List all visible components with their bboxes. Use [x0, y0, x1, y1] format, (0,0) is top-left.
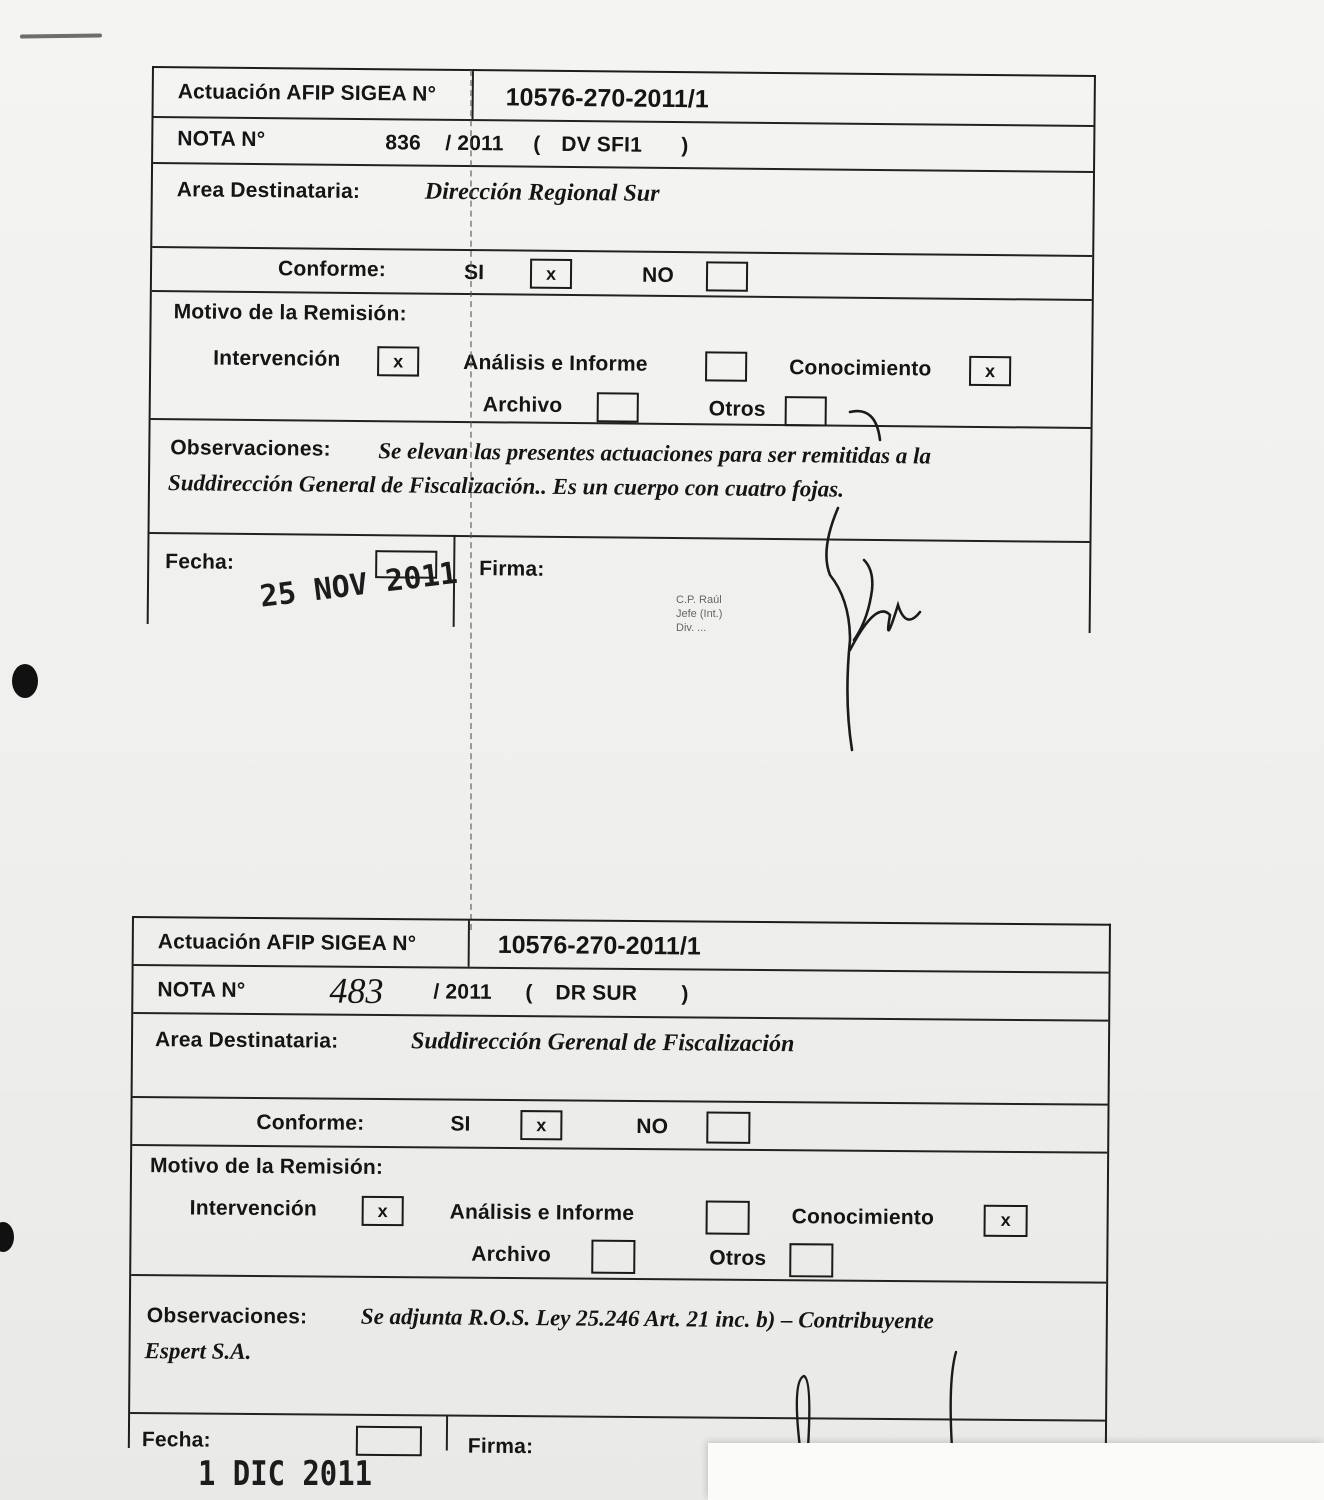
si-checkbox[interactable]: x [520, 1110, 562, 1140]
observaciones-text-line2: Espert S.A. [144, 1338, 252, 1364]
divider [446, 1414, 448, 1450]
analisis-checkbox[interactable] [706, 1201, 750, 1235]
nota-number: 836 [385, 131, 422, 155]
otros-checkbox[interactable] [789, 1243, 833, 1277]
observaciones-text-line2: Suddirección General de Fiscalización.. Es un cuerpo con cuatro fojas. [167, 470, 845, 502]
intervencion-checkbox[interactable]: x [362, 1196, 404, 1226]
conocimiento-checkbox[interactable]: x [969, 356, 1011, 386]
fecha-label: Fecha: [141, 1428, 211, 1452]
nota-year: / 2011 [433, 980, 492, 1004]
no-checkbox[interactable] [706, 1112, 750, 1144]
area-row [152, 162, 1093, 257]
nota-year: / 2011 [445, 131, 504, 156]
conocimiento-checkbox[interactable]: x [984, 1205, 1028, 1237]
actuacion-label: Actuación AFIP SIGEA N° [157, 930, 417, 956]
otros-label: Otros [709, 1246, 767, 1270]
signer-stamp-line: Div. ... [676, 622, 707, 634]
no-label: NO [641, 263, 675, 288]
analisis-label: Análisis e Informe [449, 1200, 635, 1225]
nota-paren-open: ( [533, 132, 541, 156]
signer-stamp-line: Jefe (Int.) [676, 608, 723, 620]
area-value: Dirección Regional Sur [424, 178, 660, 207]
fold-crease [470, 70, 472, 930]
nota-paren-close: ) [681, 134, 689, 158]
signer-stamp-line: C.P. Raúl [676, 594, 722, 606]
archivo-label: Archivo [482, 393, 563, 417]
area-value: Suddirección Gerenal de Fiscalización [410, 1028, 795, 1058]
motivo-row [131, 1144, 1107, 1284]
observaciones-label: Observaciones: [170, 436, 331, 461]
nota-number-handwritten: 483 [329, 970, 384, 1011]
no-checkbox[interactable] [706, 261, 748, 291]
actuacion-number: 10576-270-2011/1 [497, 930, 701, 961]
nota-label: NOTA N° [177, 127, 266, 152]
area-label: Area Destinataria: [176, 178, 361, 204]
handwritten-signature [770, 1340, 990, 1460]
observaciones-text-line1: Se elevan las presentes actuaciones para ser remitidas a la [378, 438, 932, 469]
nota-department: DR SUR [555, 981, 638, 1005]
divider [468, 921, 470, 967]
nota-label: NOTA N° [157, 978, 246, 1002]
firma-label: Firma: [467, 1434, 534, 1459]
area-label: Area Destinataria: [154, 1028, 339, 1053]
conforme-label: Conforme: [277, 257, 387, 282]
motivo-label: Motivo de la Remisión: [173, 300, 407, 326]
si-label: SI [463, 261, 485, 285]
nota-paren-close: ) [681, 982, 689, 1006]
actuacion-number: 10576-270-2011/1 [505, 83, 709, 114]
overlapping-paper [708, 1443, 1324, 1500]
intervencion-checkbox[interactable]: x [377, 346, 419, 376]
observaciones-label: Observaciones: [146, 1304, 308, 1329]
archivo-checkbox[interactable] [597, 392, 639, 422]
intervencion-label: Intervención [189, 1196, 318, 1221]
archivo-checkbox[interactable] [591, 1240, 635, 1274]
otros-label: Otros [708, 397, 766, 421]
firma-label: Firma: [479, 557, 545, 581]
signer-stamp [676, 593, 722, 635]
fecha-box [356, 1426, 422, 1457]
conocimiento-label: Conocimiento [791, 1205, 935, 1230]
conforme-label: Conforme: [256, 1110, 365, 1135]
si-label: SI [450, 1112, 471, 1136]
date-stamp: 1 DIC 2011 [198, 1454, 372, 1494]
conocimiento-label: Conocimiento [789, 356, 932, 381]
motivo-label: Motivo de la Remisión: [149, 1154, 384, 1179]
no-label: NO [636, 1114, 669, 1139]
handwritten-signature [780, 400, 960, 780]
nota-department: DV SFI1 [561, 132, 643, 157]
intervencion-label: Intervención [213, 346, 341, 371]
archivo-label: Archivo [471, 1242, 552, 1267]
analisis-label: Análisis e Informe [463, 351, 648, 376]
si-checkbox[interactable]: x [530, 259, 572, 289]
actuacion-label: Actuación AFIP SIGEA N° [177, 80, 437, 106]
analisis-checkbox[interactable] [705, 351, 747, 381]
date-stamp: 25 NOV 2011 [258, 555, 460, 615]
observaciones-text-line1: Se adjunta R.O.S. Ley 25.246 Art. 21 inc. b) – Contribuyente [360, 1303, 934, 1334]
punch-hole-icon [12, 664, 38, 698]
nota-paren-open: ( [525, 981, 533, 1005]
area-row [133, 1012, 1109, 1106]
fecha-label: Fecha: [165, 550, 235, 574]
